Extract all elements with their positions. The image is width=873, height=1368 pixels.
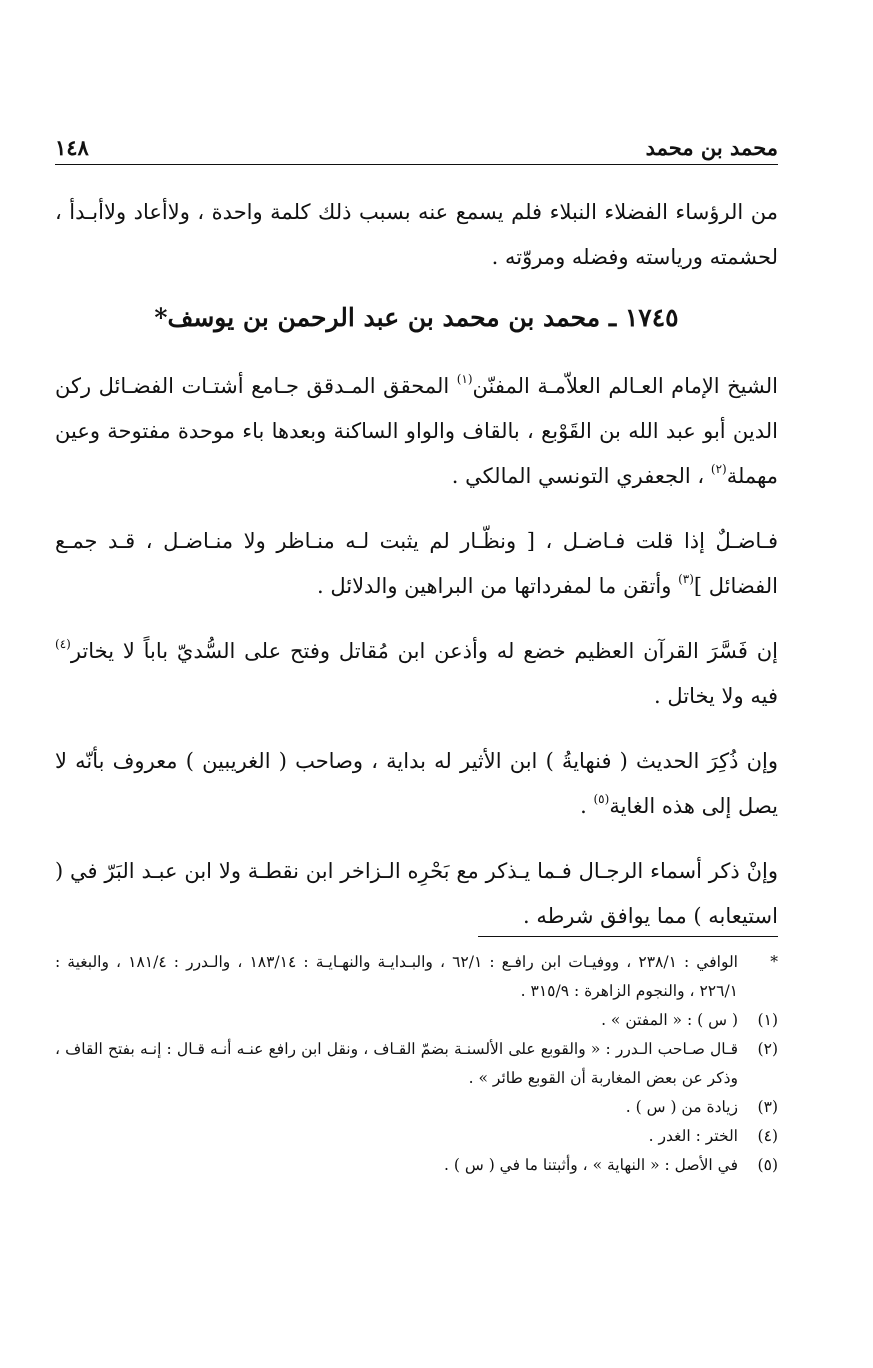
paragraph-text: ، الجعفري التونسي المالكي . <box>451 464 711 488</box>
footnote-mark: * <box>770 953 778 971</box>
footnote-item <box>55 1093 778 1122</box>
paragraph-text: المحقق المـدقق جـامع أشتـات الفضـائل ركن الدين أبو عبد الله بن القَوْبع ، بالقاف والواو الساكنة وبعدها باء موحدة مفتوحة وعين مهملة <box>55 374 778 488</box>
paragraph-text: فيه ولا يخاتل . <box>653 684 778 708</box>
footnote-text: الوافي : ٢٣٨/١ ، ووفيـات ابن رافـع : ٦٢/١ ، والبـدايـة والنهـايـة : ١٨٣/١٤ ، والـدرر : ١٨١/٤ ، والبغية : ٢٢٦/١ ، والنجوم الزاهرة : ٣١٥/٩ . <box>55 953 738 1000</box>
main-text <box>55 190 778 959</box>
footnote-ref: (٥) <box>593 792 610 806</box>
paragraph-biography <box>55 364 778 499</box>
paragraph-text: وإن ذُكِرَ الحديث ( فنهايةُ ) ابن الأثير له بداية ، وصاحب ( الغريبين ) معروف بأنّه لا يصل إلى هذه الغاية <box>55 749 778 818</box>
footnote-mark: (٤) <box>757 1127 778 1145</box>
footnote-ref: (٢) <box>710 462 727 476</box>
footnote-ref: (٣) <box>678 572 694 586</box>
footnotes <box>55 948 778 1180</box>
paragraph-text: فـاضـلٌ إذا قلت فـاضـل ، [ ونظّـار لم يثبت لـه منـاظر ولا منـاضـل ، قـد جمـع الفضائل ] <box>55 529 778 598</box>
footnote-rule <box>478 936 778 937</box>
paragraph-text: . <box>580 794 594 818</box>
paragraph-virtues <box>55 519 778 609</box>
footnote-item <box>55 1035 778 1093</box>
footnote-item <box>55 1122 778 1151</box>
page-number: ١٤٨ <box>55 135 89 160</box>
paragraph-continuation: من الرؤساء الفضلاء النبلاء فلم يسمع عنه بسبب ذلك كلمة واحدة ، ولاأعاد ولاأبـدأ ، لحشمته ورياسته وفضله ومروّته . <box>55 200 778 269</box>
paragraph-tafsir <box>55 629 778 719</box>
header-rule <box>55 164 778 165</box>
footnote-text: زيادة من ( س ) . <box>625 1098 738 1116</box>
page-header <box>55 128 778 160</box>
footnote-ref: (١) <box>456 372 473 386</box>
footnote-text: الختر : الغدر . <box>648 1127 738 1145</box>
paragraph-text: وأتقن ما لمفرداتها من البراهين والدلائل . <box>316 574 679 598</box>
footnote-mark: (٢) <box>757 1040 778 1058</box>
footnote-item <box>55 1151 778 1180</box>
paragraph-text: الشيخ الإمام العـالم العلاّمـة المفنّن <box>472 374 778 398</box>
footnote-mark: (٥) <box>757 1156 778 1174</box>
paragraph-hadith <box>55 739 778 829</box>
footnote-item <box>55 948 778 1006</box>
paragraph-text: إن فَسَّرَ القرآن العظيم خضع له وأذعن ابن مُقاتل وفتح على السُّديّ باباً لا يخاتر <box>70 639 778 663</box>
footnote-ref: (٤) <box>55 637 71 651</box>
footnote-text: قـال صـاحب الـدرر : « والقوبع على الألسنـة بضمّ القـاف ، ونقل ابن رافع عنـه أنـه قـال : إنـه بفتح القاف ، وذكر عن بعض المغاربة أن القوبع طائر » . <box>55 1040 738 1087</box>
entry-title: ١٧٤٥ ـ محمد بن محمد بن عبد الرحمن بن يوسف* <box>154 303 679 332</box>
footnote-mark: (١) <box>757 1011 778 1029</box>
footnote-mark: (٣) <box>757 1098 778 1116</box>
footnote-text: في الأصل : « النهاية » ، وأثبتنا ما في ( س ) . <box>444 1156 738 1174</box>
footnote-text: ( س ) : « المفتن » . <box>601 1011 738 1029</box>
paragraph-rijal: وإنْ ذكر أسماء الرجـال فـما يـذكر مع بَحْرِه الـزاخر ابن نقطـة ولا ابن عبـد البَرّ في ( استيعابه ) مما يوافق شرطه . <box>55 859 778 928</box>
running-title: محمد بن محمد <box>645 135 778 160</box>
footnote-item <box>55 1006 778 1035</box>
